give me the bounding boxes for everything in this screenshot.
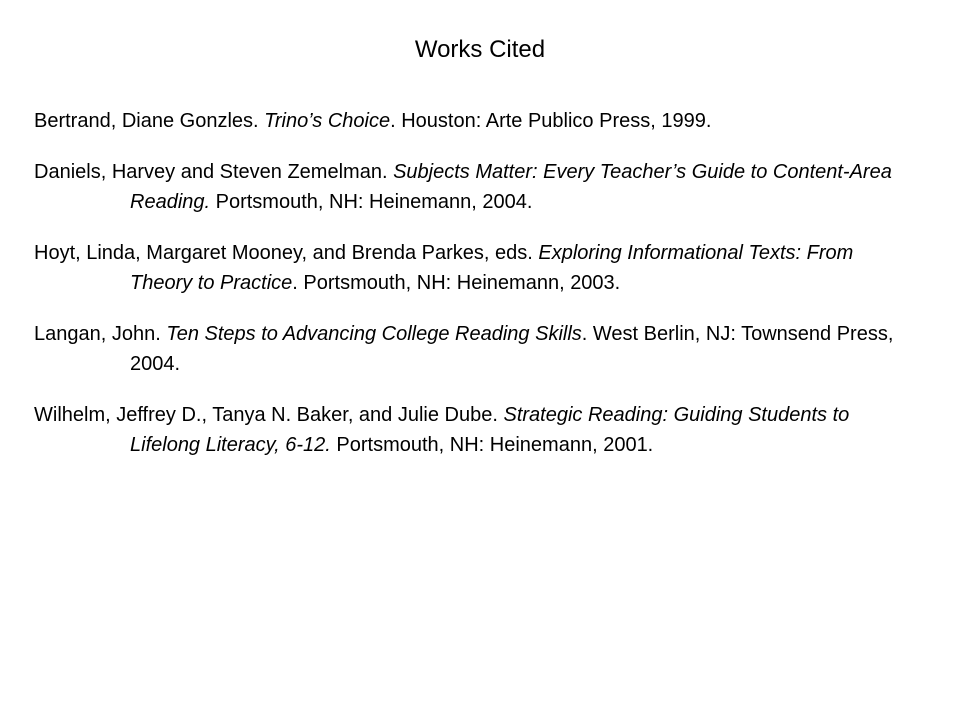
citation-authors: Bertrand, Diane Gonzles.: [34, 110, 265, 132]
citation-entry: [34, 400, 914, 460]
citation-publication: . West Berlin, NJ: Townsend Press, 2004.: [130, 323, 894, 375]
citation-title: Ten Steps to Advancing College Reading Skills: [166, 323, 582, 345]
citation-title: Subjects Matter: Every Teacher’s Guide to Content-Area Reading.: [130, 161, 892, 213]
citation-entry: [34, 106, 914, 136]
citation-authors: Langan, John.: [34, 323, 167, 345]
citation-entry: [34, 238, 914, 298]
citation-entry: [34, 319, 914, 379]
citation-authors: Daniels, Harvey and Steven Zemelman.: [34, 161, 394, 183]
citation-title: Exploring Informational Texts: From Theory to Practice: [130, 242, 854, 294]
citation-title: Trino’s Choice: [264, 110, 391, 132]
citation-authors: Wilhelm, Jeffrey D., Tanya N. Baker, and Julie Dube.: [34, 404, 504, 426]
page-title: Works Cited: [414, 36, 546, 63]
citation-list: [34, 106, 914, 481]
citation-entry: [34, 157, 914, 217]
citation-title: Strategic Reading: Guiding Students to Lifelong Literacy, 6-12.: [130, 404, 850, 456]
citation-publication: . Portsmouth, NH: Heinemann, 2003.: [292, 272, 621, 294]
citation-publication: Portsmouth, NH: Heinemann, 2004.: [210, 191, 533, 213]
citation-publication: Portsmouth, NH: Heinemann, 2001.: [330, 434, 654, 456]
citation-authors: Hoyt, Linda, Margaret Mooney, and Brenda Parkes, eds.: [34, 242, 539, 264]
citation-publication: . Houston: Arte Publico Press, 1999.: [390, 110, 712, 132]
